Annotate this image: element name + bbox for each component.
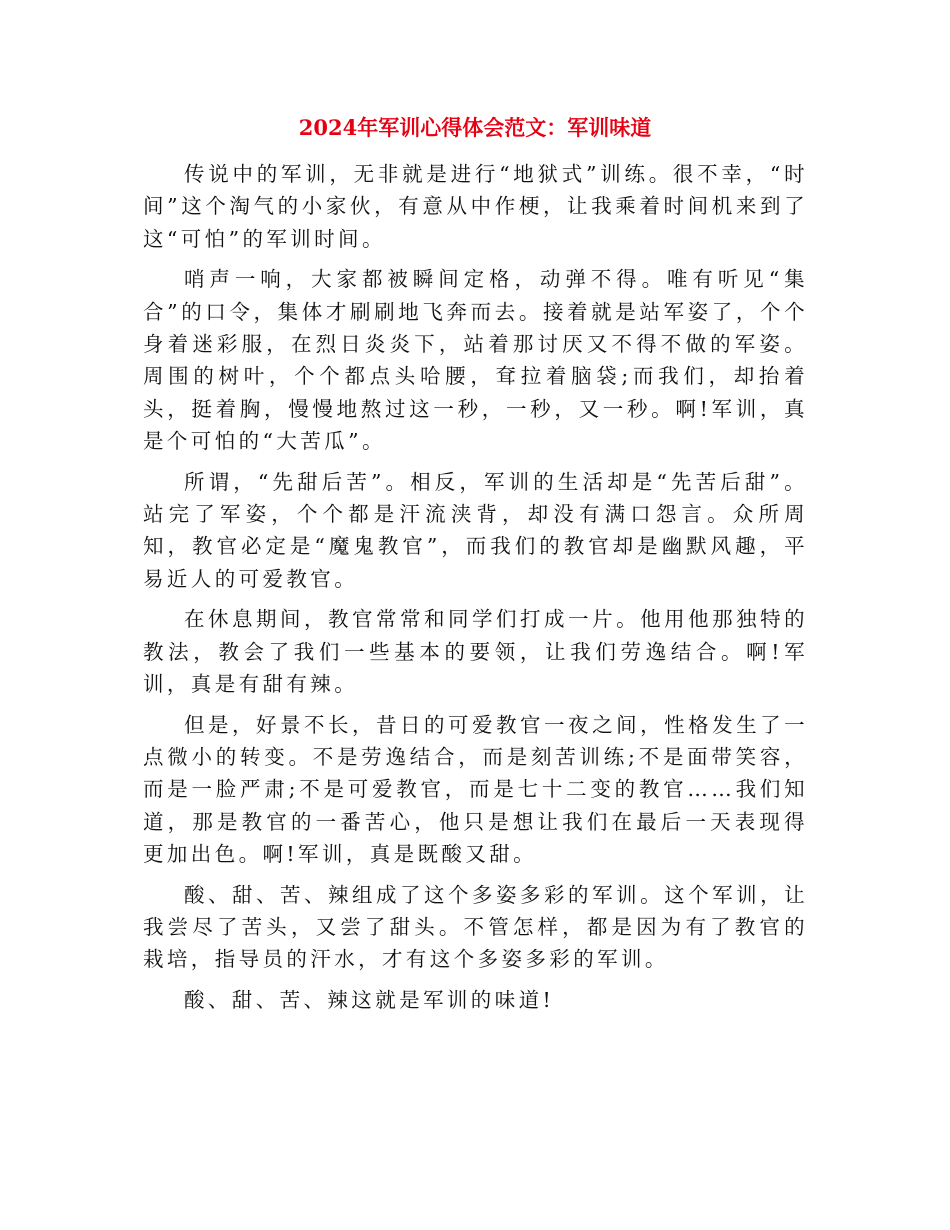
paragraph-4: 在休息期间，教官常常和同学们打成一片。他用他那独特的教法，教会了我们一些基本的要领，让我们劳逸结合。啊!军训，真是有甜有辣。 [143,607,808,697]
paragraph-3: 所谓，“先甜后苦”。相反，军训的生活却是“先苦后甜”。站完了军姿，个个都是汗流浃背，却没有满口怨言。众所周知，教官必定是“魔鬼教官”，而我们的教官却是幽默风趣，平易近人的可爱教官。 [143,469,808,591]
paragraph-5: 但是，好景不长，昔日的可爱教官一夜之间，性格发生了一点微小的转变。不是劳逸结合，而是刻苦训练;不是面带笑容，而是一脸严肃;不是可爱教官，而是七十二变的教官……我们知道，那是教官的一番苦心，他只是想让我们在最后一天表现得更加出色。啊!军训，真是既酸又甜。 [143,712,808,867]
paragraph-6: 酸、甜、苦、辣组成了这个多姿多彩的军训。这个军训，让我尝尽了苦头，又尝了甜头。不管怎样，都是因为有了教官的栽培，指导员的汗水，才有这个多姿多彩的军训。 [143,882,808,972]
paragraph-2: 哨声一响，大家都被瞬间定格，动弹不得。唯有听见“集合”的口令，集体才刷刷地飞奔而去。接着就是站军姿了，个个身着迷彩服，在烈日炎炎下，站着那讨厌又不得不做的军姿。周围的树叶，个个都点头哈腰，耷拉着脑袋;而我们，却抬着头，挺着胸，慢慢地熬过这一秒，一秒，又一秒。啊!军训，真是个可怕的“大苦瓜”。 [143,267,808,454]
paragraph-1: 传说中的军训，无非就是进行“地狱式”训练。很不幸，“时间”这个淘气的小家伙，有意从中作梗，让我乘着时间机来到了这“可怕”的军训时间。 [143,162,808,251]
document-title: 2024年军训心得体会范文：军训味道 [298,115,652,140]
document-body [143,158,808,1016]
paragraph-7: 酸、甜、苦、辣这就是军训的味道! [184,987,555,1012]
